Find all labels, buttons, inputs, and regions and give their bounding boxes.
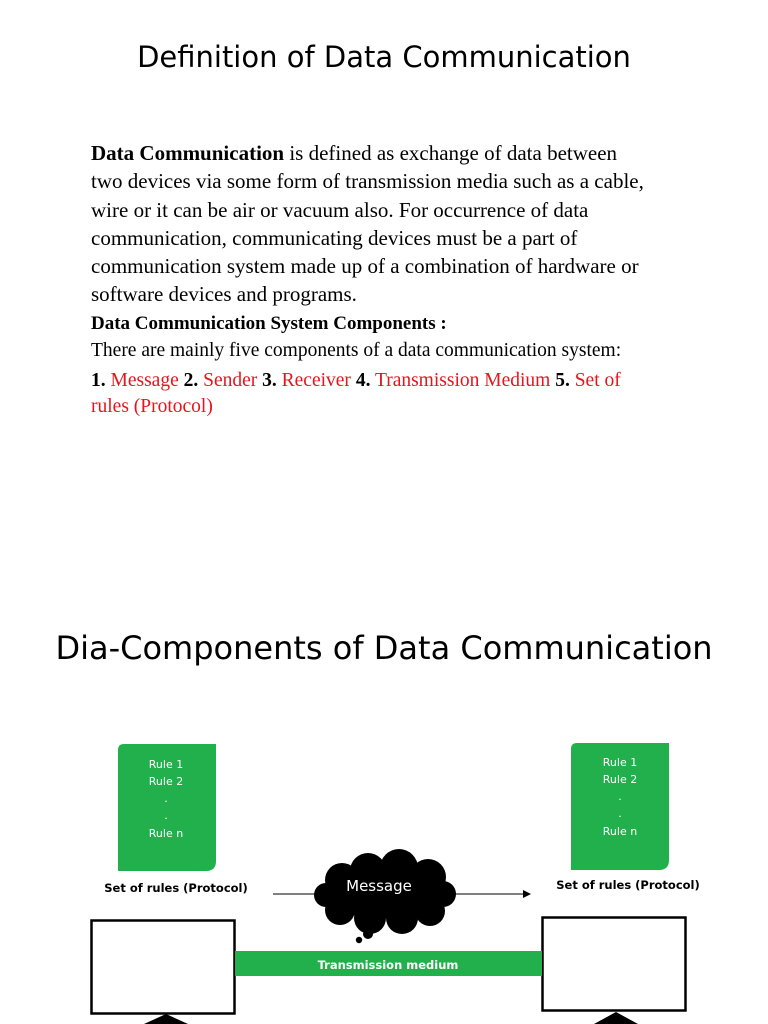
component-message: Message [110, 369, 179, 391]
diagram-svg [0, 735, 768, 1024]
right-rule-1: Rule 1 [602, 756, 638, 769]
definition-body [91, 139, 651, 420]
right-rule-2: Rule 2 [602, 773, 638, 786]
transmission-medium-label: Transmission medium [317, 958, 459, 972]
right-rule-dot: . [618, 807, 622, 820]
component-transmission-medium: Transmission Medium [374, 369, 551, 391]
sender-computer-stand [144, 1014, 188, 1024]
definition-text: is defined as exchange of data between two devices via some form of transmission media such as a cable, wire or it can be air or vacuum also. For occurrence of data communication, communicating devices must be a part of communication system made up of a combination of hardware or software devices and programs. [91, 141, 644, 307]
component-number: 3. [262, 369, 277, 391]
message-label: Message [346, 877, 412, 895]
component-receiver: Receiver [281, 369, 351, 391]
component-number: 5. [555, 369, 570, 391]
definition-paragraph [91, 139, 651, 309]
right-protocol-label: Set of rules (Protocol) [556, 878, 700, 892]
right-rule-dot: . [618, 790, 622, 803]
component-number: 2. [183, 369, 199, 391]
left-rule-2: Rule 2 [148, 775, 184, 788]
component-number: 4. [355, 369, 371, 391]
components-heading: Data Communication System Components : [91, 312, 447, 334]
left-rule-n: Rule n [148, 827, 184, 840]
slide-title-definition: Definition of Data Communication [137, 40, 631, 74]
right-rule-n: Rule n [602, 825, 638, 838]
left-protocol-label: Set of rules (Protocol) [104, 881, 248, 895]
component-sender: Sender [203, 369, 258, 391]
receiver-computer-screen [543, 918, 686, 1011]
definition-term: Data Communication [91, 141, 285, 165]
arrow-head-icon [523, 890, 531, 898]
communication-diagram [0, 735, 768, 1024]
components-list [91, 368, 651, 420]
receiver-computer-stand [594, 1012, 638, 1024]
component-number: 1. [91, 369, 106, 391]
component-protocol: Set of rules (Protocol) [91, 369, 621, 417]
components-intro: There are mainly five components of a data communication system: [91, 339, 622, 361]
sender-computer-screen [92, 921, 235, 1014]
left-rule-dot: . [164, 792, 168, 805]
left-rule-1: Rule 1 [148, 758, 184, 771]
left-rule-dot: . [164, 809, 168, 822]
slide-title-diagram: Dia-Components of Data Communication [55, 629, 713, 667]
message-cloud-icon [314, 849, 456, 943]
